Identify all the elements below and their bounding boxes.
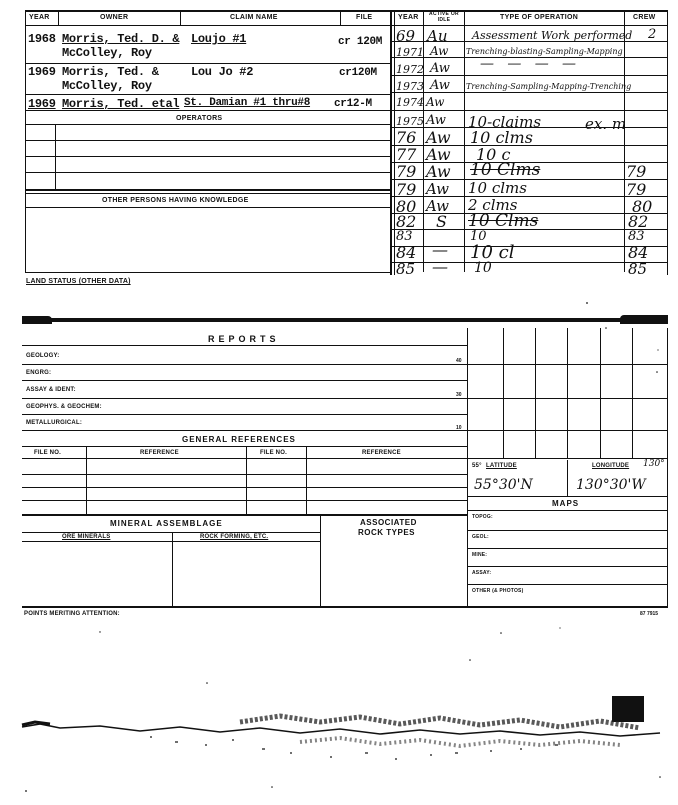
- header-active-idle: ACTIVE OR IDLE: [429, 11, 459, 23]
- header-file: FILE: [356, 14, 373, 21]
- claim-name: Lou Jo #2: [191, 65, 254, 79]
- latitude-value: 55°30'N: [474, 477, 533, 493]
- longitude-label: LONGITUDE: [592, 463, 630, 469]
- claim-file: cr120M: [339, 67, 377, 79]
- activity-crew: 84: [628, 243, 649, 262]
- geophys-geochem-label: GEOPHYS. & GEOCHEM:: [26, 404, 102, 410]
- claim-owner: Morris, Ted. &: [62, 65, 159, 79]
- activity-crew: 83: [628, 229, 645, 244]
- claim-name: Loujo #1: [191, 32, 247, 46]
- activity-year: 79: [396, 162, 417, 181]
- activity-type: 10 clms: [470, 128, 533, 147]
- geology-label: GEOLOGY:: [26, 353, 60, 359]
- header-year: YEAR: [29, 14, 50, 21]
- activity-type: Trenching-blasting-Sampling-Mapping: [466, 47, 623, 56]
- file-no-header: FILE NO.: [34, 450, 61, 456]
- activity-status: Aw: [426, 113, 446, 128]
- activity-crew: 82: [628, 212, 649, 231]
- claim-name: St. Damian #1 thru#8: [184, 97, 311, 109]
- header-owner: OWNER: [100, 14, 129, 21]
- ore-minerals-header: ORE MINERALS: [62, 534, 111, 540]
- form-number: 87 7915: [640, 611, 659, 617]
- activity-crew: 79: [626, 162, 647, 181]
- general-references-title: GENERAL REFERENCES: [182, 435, 296, 444]
- mineral-assemblage-title: MINERAL ASSEMBLAGE: [110, 519, 223, 528]
- claim-owner: Morris, Ted. etal: [62, 97, 180, 111]
- activity-status: Aw: [426, 95, 445, 109]
- activity-type: 10: [470, 229, 487, 244]
- others-label: OTHER PERSONS HAVING KNOWLEDGE: [102, 197, 249, 204]
- header-claim-name: CLAIM NAME: [230, 14, 278, 21]
- activity-crew: 79: [626, 180, 647, 199]
- activity-year: 83: [396, 229, 413, 244]
- other-photos-label: OTHER (& PHOTOS): [472, 588, 524, 594]
- points-meriting-attention-label: POINTS MERITING ATTENTION:: [24, 611, 120, 617]
- claim-owner: Morris, Ted. D. &: [62, 32, 180, 46]
- activity-type: 10: [474, 260, 492, 276]
- claim-file: cr12-M: [334, 98, 372, 110]
- metallurgical-label: METALLURGICAL:: [26, 420, 83, 426]
- activity-type: 10 Clms: [470, 160, 541, 180]
- activity-year: 1971: [396, 46, 424, 59]
- operators-label: OPERATORS: [176, 115, 223, 122]
- activity-type: — — — —: [480, 56, 577, 72]
- activity-year: 1975: [396, 115, 424, 128]
- activity-status: Aw: [426, 162, 451, 181]
- claim-year: 1969: [28, 97, 56, 111]
- activity-type: 10 Clms: [468, 211, 539, 231]
- rock-forming-header: ROCK FORMING, ETC.: [200, 534, 269, 540]
- assay-map-label: ASSAY:: [472, 570, 492, 576]
- lat-prefix: 55°: [472, 463, 482, 469]
- activity-type: 2 clms: [468, 196, 518, 214]
- mine-label: MINE:: [472, 552, 488, 558]
- land-status-label: LAND STATUS (OTHER DATA): [26, 278, 131, 285]
- activity-note: ex. m: [585, 115, 627, 133]
- claim-file: cr 120M: [338, 36, 383, 48]
- activity-status: Aw: [430, 61, 450, 76]
- activity-status: Aw: [430, 78, 450, 93]
- latitude-label: LATITUDE: [486, 463, 517, 469]
- activity-status: Au: [427, 27, 448, 45]
- activity-status: Aw: [430, 44, 449, 58]
- header-year-activity: YEAR: [398, 14, 419, 21]
- activity-year: 77: [396, 145, 417, 164]
- activity-type: 10 c: [476, 145, 511, 164]
- activity-status: —: [432, 257, 448, 276]
- activity-year: 1972: [396, 63, 424, 76]
- activity-status: Aw: [426, 197, 449, 215]
- rock-types-label: ROCK TYPES: [358, 528, 416, 537]
- claim-year: 1968: [28, 32, 56, 46]
- activity-crew: 80: [632, 197, 653, 216]
- activity-crew: 2: [648, 27, 657, 42]
- geol-label: GEOL:: [472, 534, 489, 540]
- activity-status: Aw: [426, 145, 451, 164]
- activity-year: 84: [396, 243, 417, 262]
- row-number: 40: [456, 358, 462, 364]
- engrg-label: ENGRG:: [26, 370, 52, 376]
- activity-year: 82: [396, 212, 417, 231]
- claim-year: 1969: [28, 65, 56, 79]
- lon-suffix: 130°: [643, 459, 665, 469]
- reference-header: REFERENCE: [140, 450, 179, 456]
- reference-header: REFERENCE: [362, 450, 401, 456]
- activity-year: 85: [396, 260, 416, 278]
- activity-type: Assessment Work performed: [472, 29, 633, 42]
- activity-type: Trenching-Sampling-Mapping-Trenching: [466, 82, 632, 91]
- activity-type: 10-claims: [468, 113, 542, 131]
- claim-owner: McColley, Roy: [62, 46, 152, 60]
- longitude-value: 130°30'W: [576, 477, 646, 493]
- activity-year: 80: [396, 197, 417, 216]
- activity-year: 76: [396, 128, 417, 147]
- claim-owner: McColley, Roy: [62, 79, 152, 93]
- activity-year: 69: [396, 27, 416, 45]
- row-number: 30: [456, 392, 462, 398]
- reports-title: REPORTS: [208, 334, 280, 344]
- row-number: 10: [456, 425, 462, 431]
- topog-label: TOPOG:: [472, 514, 493, 520]
- header-crew: CREW: [633, 14, 656, 21]
- maps-title: MAPS: [552, 499, 580, 508]
- activity-status: —: [432, 240, 448, 259]
- assay-ident-label: ASSAY & IDENT:: [26, 387, 76, 393]
- activity-status: Aw: [426, 180, 449, 198]
- activity-type: 10 cl: [470, 242, 515, 263]
- activity-status: Aw: [426, 128, 451, 147]
- file-no-header: FILE NO.: [260, 450, 287, 456]
- activity-crew: 85: [628, 260, 648, 278]
- activity-year: 1973: [396, 80, 424, 93]
- activity-year: 1974: [396, 96, 424, 109]
- header-type-of-operation: TYPE OF OPERATION: [500, 14, 579, 21]
- associated-label: ASSOCIATED: [360, 518, 417, 527]
- activity-status: S: [436, 212, 447, 231]
- activity-year: 79: [396, 180, 417, 199]
- activity-type: 10 clms: [468, 179, 527, 197]
